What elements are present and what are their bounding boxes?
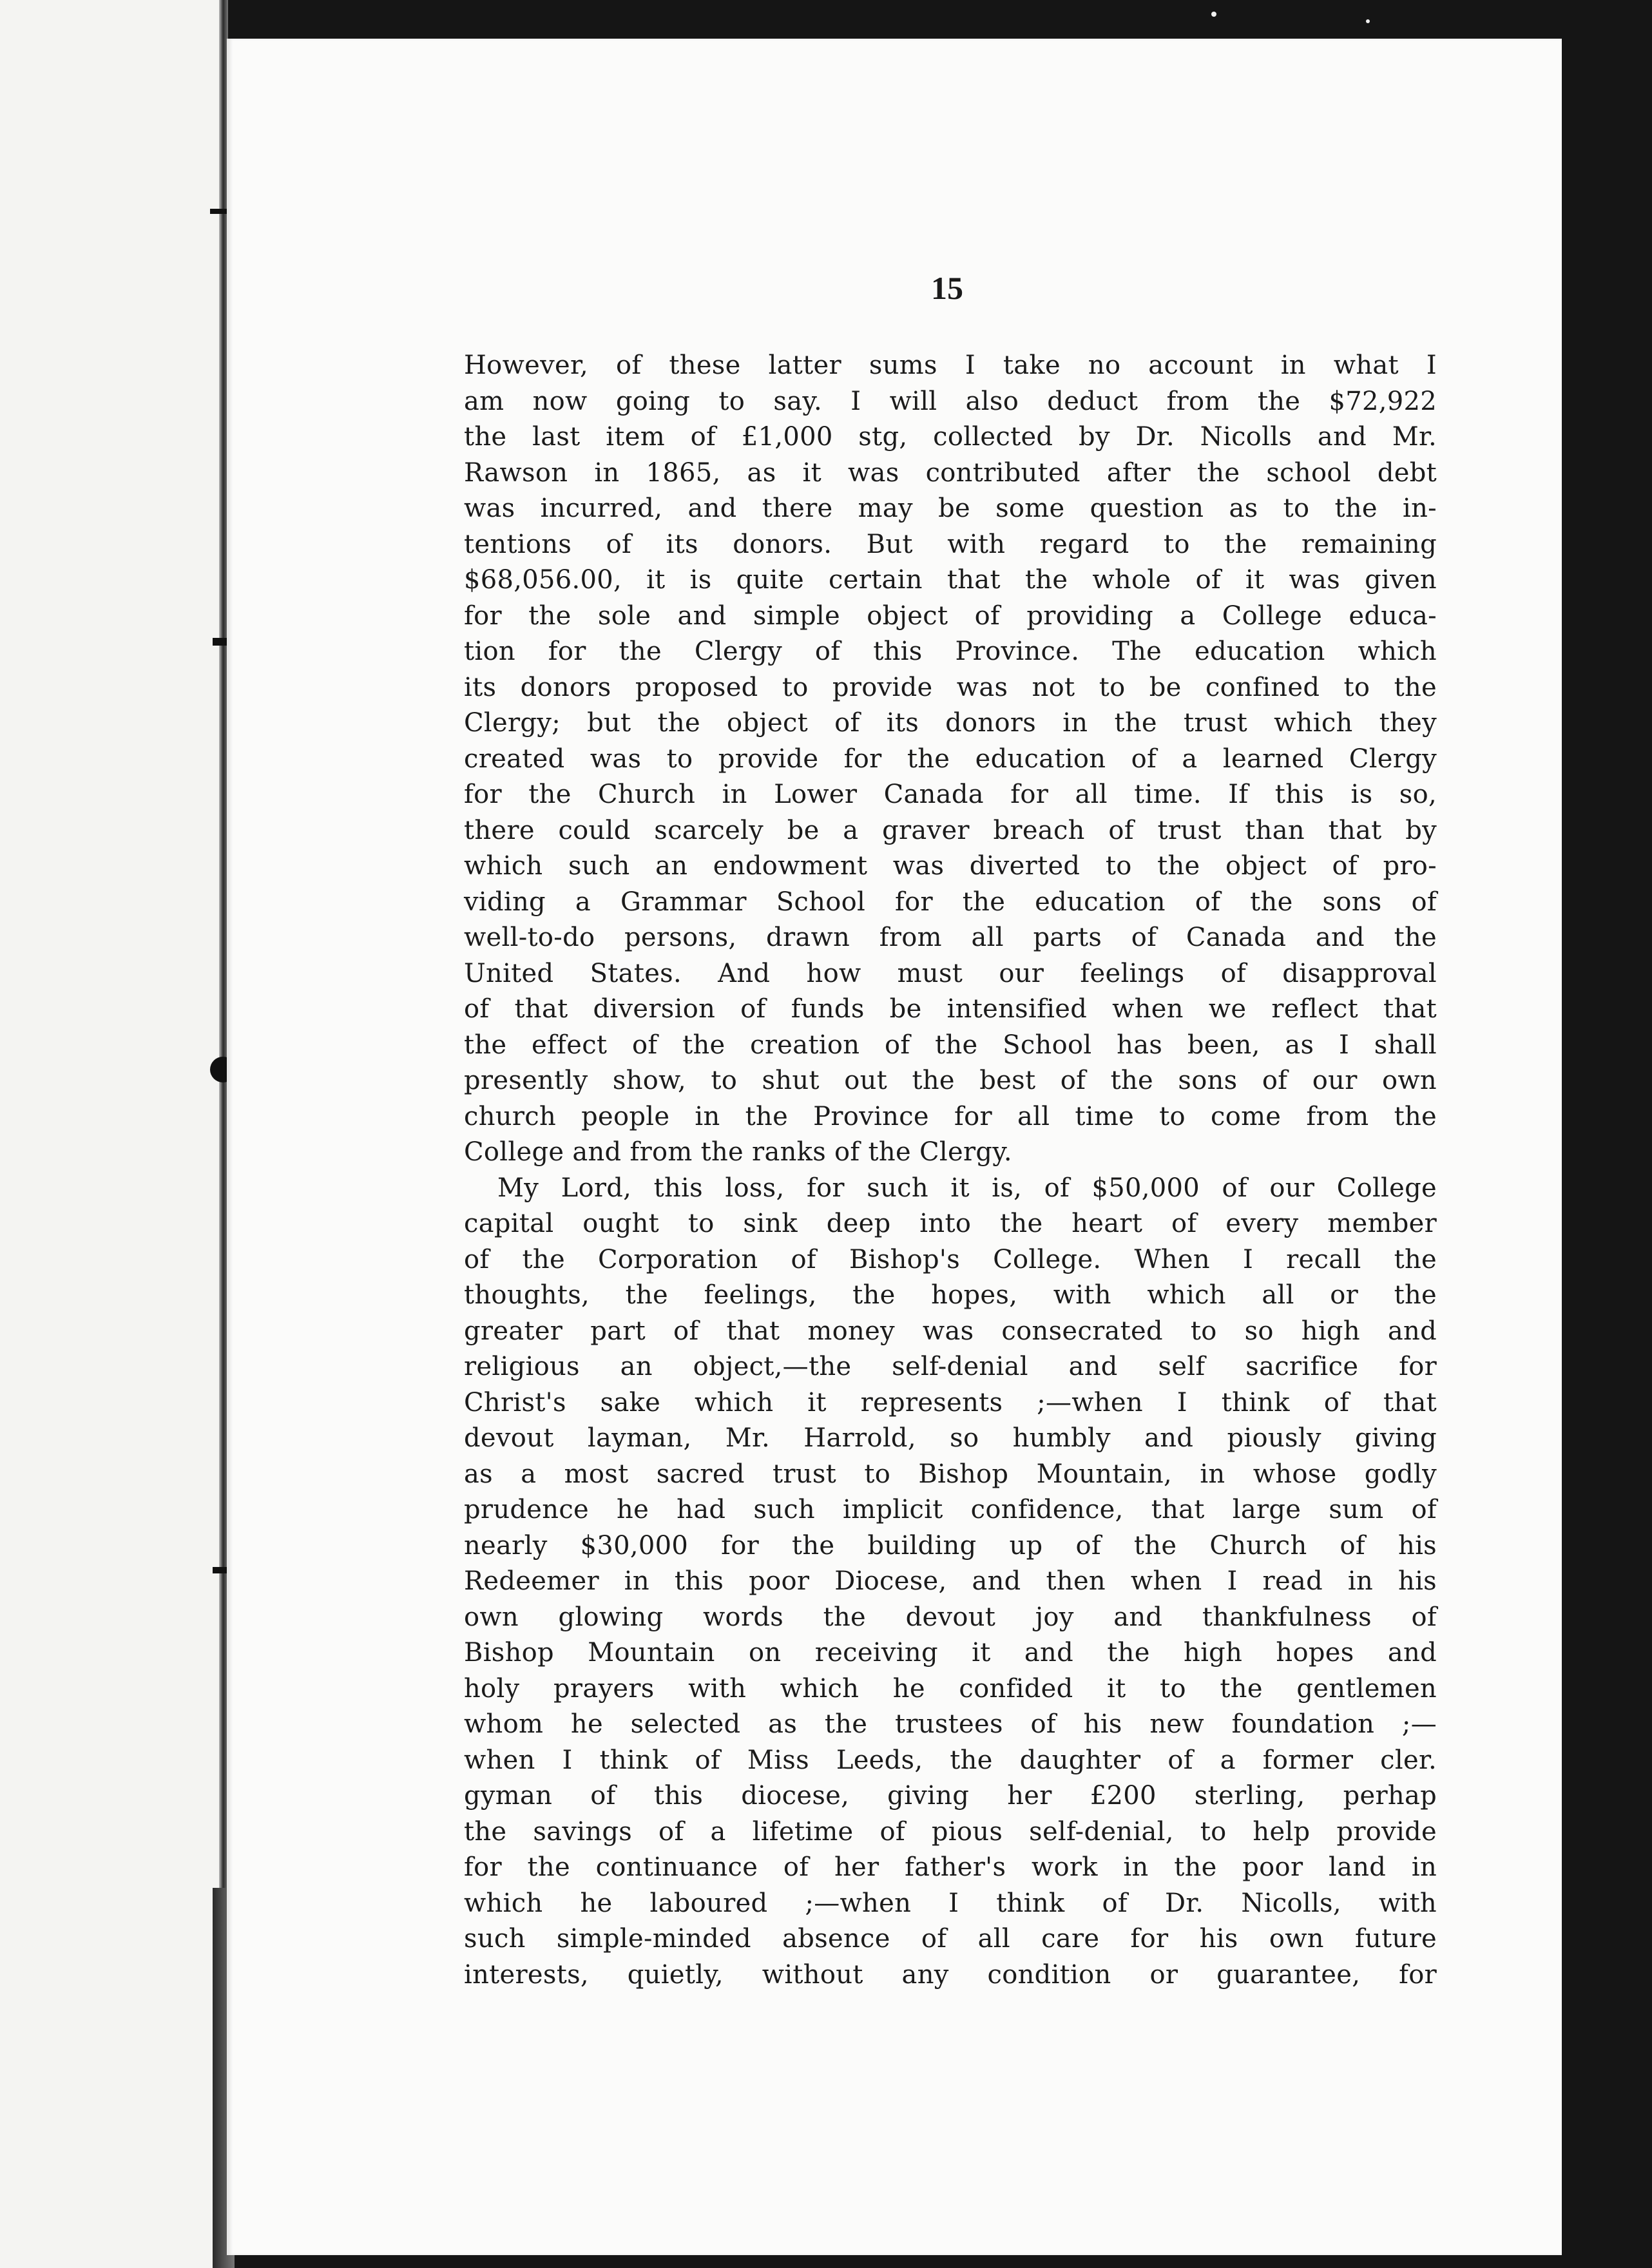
text-line: which such an endowment was diverted to the object of pro- [464,851,1437,881]
text-line: as a most sacred trust to Bishop Mountain, in whose godly [464,1459,1437,1489]
text-line: greater part of that money was consecrated to so high and [464,1316,1437,1346]
text-line: tion for the Clergy of this Province. The education which [464,637,1437,666]
text-line: of that diversion of funds be intensified when we reflect that [464,994,1437,1024]
text-line: $68,056.00, it is quite certain that the whole of it was given [464,565,1437,595]
text-line: for the sole and simple object of providing a College educa- [464,601,1437,631]
text-line: own glowing words the devout joy and thankfulness of [464,1602,1437,1632]
text-line: was incurred, and there may be some question as to the in- [464,494,1437,523]
text-line: the savings of a lifetime of pious self-denial, to help provide [464,1816,1437,1847]
text-line: Rawson in 1865, as it was contributed after the school debt [464,457,1437,488]
text-line: Bishop Mountain on receiving it and the high hopes and [464,1638,1437,1667]
text-line: created was to provide for the education of a learned Clergy [464,744,1437,774]
text-line: However, of these latter sums I take no account in what I [464,351,1437,380]
text-line: United States. And how must our feelings of disapproval [464,958,1437,988]
text-line: the last item of £1,000 stg, collected by Dr. Nicolls and Mr. [464,422,1437,452]
text-line: tentions of its donors. But with regard to the remaining [464,529,1437,559]
text-line: College and from the ranks of the Clergy. [464,1137,1012,1167]
text-line: for the Church in Lower Canada for all time. If this is so, [464,780,1437,809]
text-line: Christ's sake which it represents ;—when I think of that [464,1387,1437,1418]
text-line: Clergy; but the object of its donors in the trust which they [464,708,1437,738]
previous-page-edge [0,0,227,2268]
text-line: of the Corporation of Bishop's College. When I recall the [464,1244,1437,1274]
page-number: 15 [931,270,963,306]
scan-speck [1366,19,1370,23]
text-line: such simple-minded absence of all care for his own future [464,1924,1437,1954]
text-line: religious an object,—the self-denial and self sacrifice for [464,1352,1437,1381]
text-line: there could scarcely be a graver breach of trust than that by [464,815,1437,845]
text-line: nearly $30,000 for the building up of the Church of his [464,1530,1437,1561]
text-line: devout layman, Mr. Harrold, so humbly and piously giving [464,1423,1437,1453]
text-line: capital ought to sink deep into the heart of every member [464,1209,1437,1238]
text-line: thoughts, the feelings, the hopes, with which all or the [464,1280,1437,1310]
text-line: presently show, to shut out the best of the sons of our own [464,1066,1437,1095]
text-line: church people in the Province for all time to come from the [464,1101,1437,1131]
text-line: which he laboured ;—when I think of Dr. Nicolls, with [464,1888,1437,1918]
text-line: gyman of this diocese, giving her £200 sterling, perhap [464,1781,1437,1811]
text-line: interests, quietly, without any condition or guarantee, for [464,1959,1437,1990]
scan-speck [1211,12,1216,17]
text-line: whom he selected as the trustees of his new foundation ;— [464,1709,1437,1739]
text-line: its donors proposed to provide was not to be confined to the [464,672,1437,702]
text-line: the effect of the creation of the School has been, as I shall [464,1030,1437,1060]
text-line: am now going to say. I will also deduct from the $72,922 [464,386,1437,416]
text-line: prudence he had such implicit confidence, that large sum of [464,1495,1437,1524]
text-line: well-to-do persons, drawn from all parts of Canada and the [464,923,1437,952]
text-line: viding a Grammar School for the education of the sons of [464,887,1437,917]
text-line: holy prayers with which he confided it to the gentlemen [464,1673,1437,1704]
body-text [464,348,1437,1993]
text-line: My Lord, this loss, for such it is, of $50,000 of our College [497,1173,1437,1203]
text-line: for the continuance of her father's work in the poor land in [464,1852,1437,1882]
text-line: when I think of Miss Leeds, the daughter of a former cler. [464,1745,1437,1775]
text-line: Redeemer in this poor Diocese, and then when I read in his [464,1566,1437,1596]
